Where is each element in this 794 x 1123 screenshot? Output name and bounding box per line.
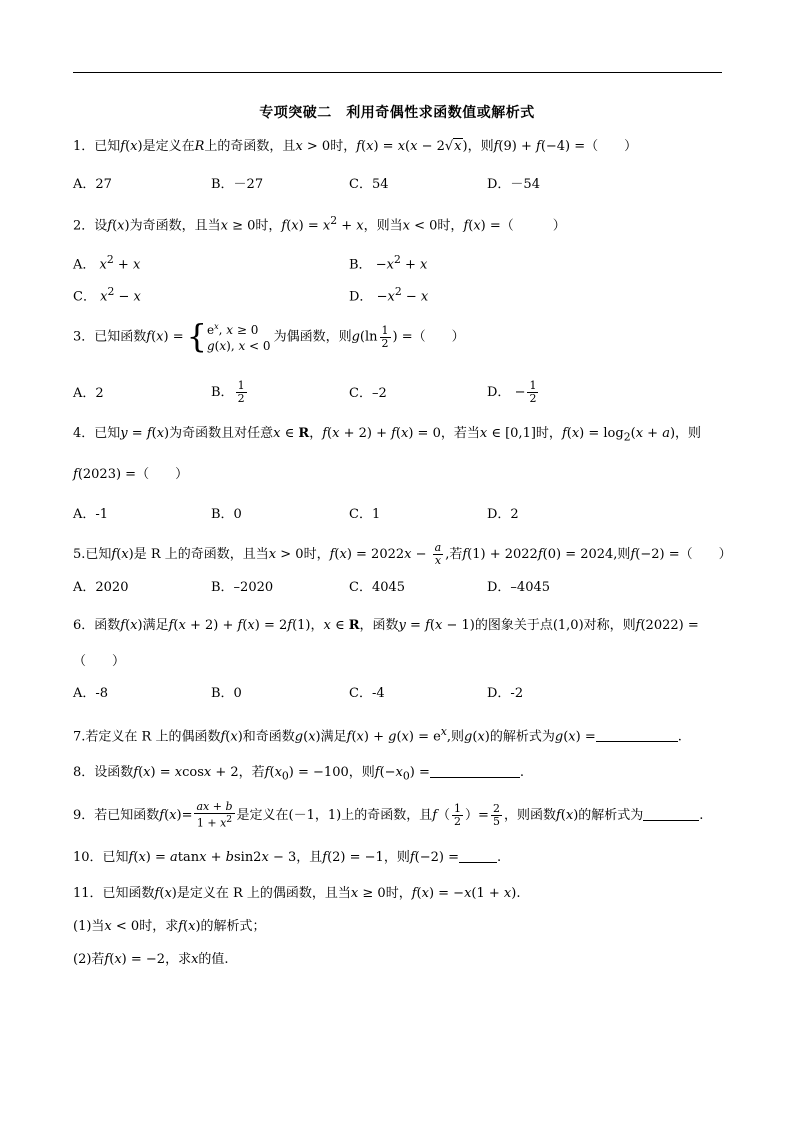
question-3: 3．已知函数$f(x) =\{e^x$, x ≥ 0 g(x), x < 0为偶函数，则g(ln $\frac{1}{2}$ ) =（ ） xyxy=(73,317,465,356)
q3-option-b: B． $\frac{1}{2}$ xyxy=(211,379,245,405)
q7-answer-blank[interactable] xyxy=(596,729,678,742)
q9-answer-blank[interactable] xyxy=(643,808,699,821)
q1-option-b: B．－27 xyxy=(211,177,264,192)
question-10: 10．已知f(x) = atanx + bsin2x − 3，且f(2) = −1，则f(−2) = . xyxy=(73,850,502,865)
q1-option-c: C．54 xyxy=(349,177,389,192)
question-9: 9．若已知函数f(x)= $\frac{ax + b}{1 + x^2}$ 是定义在(－1，1)上的奇函数，且f（ $\frac{1}{2}$ ）= $\frac{2}{5}$ ，则函数f(x)的解析式为 . xyxy=(73,800,704,830)
q5-option-a: A．2020 xyxy=(73,580,129,595)
q3-option-c: C．–2 xyxy=(349,386,387,401)
q4-option-a: A．-1 xyxy=(73,507,109,522)
question-11-part-1: (1)当x < 0时，求f(x)的解析式； xyxy=(73,919,266,934)
q5-option-d: D．–4045 xyxy=(487,580,551,595)
q10-answer-blank[interactable] xyxy=(459,850,497,863)
q3-option-d: D． − $\frac{1}{2}$ xyxy=(487,379,537,405)
question-11: 11．已知函数f(x)是定义在 R 上的偶函数，且当x ≥ 0时，f(x) = −x(1 + x). xyxy=(73,886,521,901)
q2-option-c: C． $x^2 - x$ xyxy=(73,285,141,305)
question-4-line-2: f(2023) =（ ） xyxy=(73,467,189,482)
question-6: 6．函数f(x)满足f(x + 2) + f(x) = 2f(1)，x ∈ R，函数y = f(x − 1)的图象关于点(1,0)对称，则f(2022) = xyxy=(73,618,699,633)
page-title: 专项突破二 利用奇偶性求函数值或解析式 xyxy=(259,105,535,121)
question-5: 5.已知f(x)是 R 上的奇函数，且当x > 0时，f(x) = 2022x − $\frac{a}{x}$ ,若f(1) + 2022f(0) = 2024,则f(−2) =（ ） xyxy=(73,541,732,567)
q1-option-a: A．27 xyxy=(73,177,112,192)
q6-option-b: B．0 xyxy=(211,686,242,701)
q2-option-a: A． $x^2 + x$ xyxy=(73,253,141,273)
q4-option-c: C．1 xyxy=(349,507,381,522)
q5-option-c: C．4045 xyxy=(349,580,406,595)
q3-option-a: A．2 xyxy=(73,386,104,401)
q8-answer-blank[interactable] xyxy=(430,765,520,778)
q4-option-d: D．2 xyxy=(487,507,519,522)
q2-option-d: D． $-x^2 - x$ xyxy=(349,285,429,305)
q1-option-d: D．－54 xyxy=(487,177,540,192)
q5-option-b: B．–2020 xyxy=(211,580,274,595)
question-7: 7.若定义在 R 上的偶函数f(x)和奇函数g(x)满足$f(x) + g(x) = e^x$,则g(x)的解析式为g(x) = . xyxy=(73,725,682,745)
question-8: 8．设函数f(x) = xcosx + 2，若$f(x_0) = -100$，则$f(-x_0)$ = . xyxy=(73,765,525,783)
q6-option-a: A．-8 xyxy=(73,686,109,701)
q4-option-b: B．0 xyxy=(211,507,242,522)
question-2: 2．设f(x)为奇函数，且当x ≥ 0时，$f(x) = x^2 + x$，则当x < 0时，f(x) =（ ） xyxy=(73,214,566,234)
q6-option-d: D．-2 xyxy=(487,686,524,701)
question-4: 4．已知y = f(x)为奇函数且对任意x ∈ R，f(x + 2) + f(x) = 0，若当x ∈ [0,1]时，$f(x) = \log_2(x + a)$，则 xyxy=(73,426,702,444)
q6-option-c: C．-4 xyxy=(349,686,385,701)
question-11-part-2: (2)若f(x) = −2，求x的值. xyxy=(73,952,229,967)
question-1: 1．已知f(x)是定义在R上的奇函数，且x > 0时，f(x) = x(x − 2√x)，则f(9) + f(−4) =（ ） xyxy=(73,139,638,154)
q2-option-b: B． $-x^2 + x$ xyxy=(349,253,428,273)
question-6-line-2: （ ） xyxy=(73,654,126,669)
header-rule xyxy=(73,72,722,73)
